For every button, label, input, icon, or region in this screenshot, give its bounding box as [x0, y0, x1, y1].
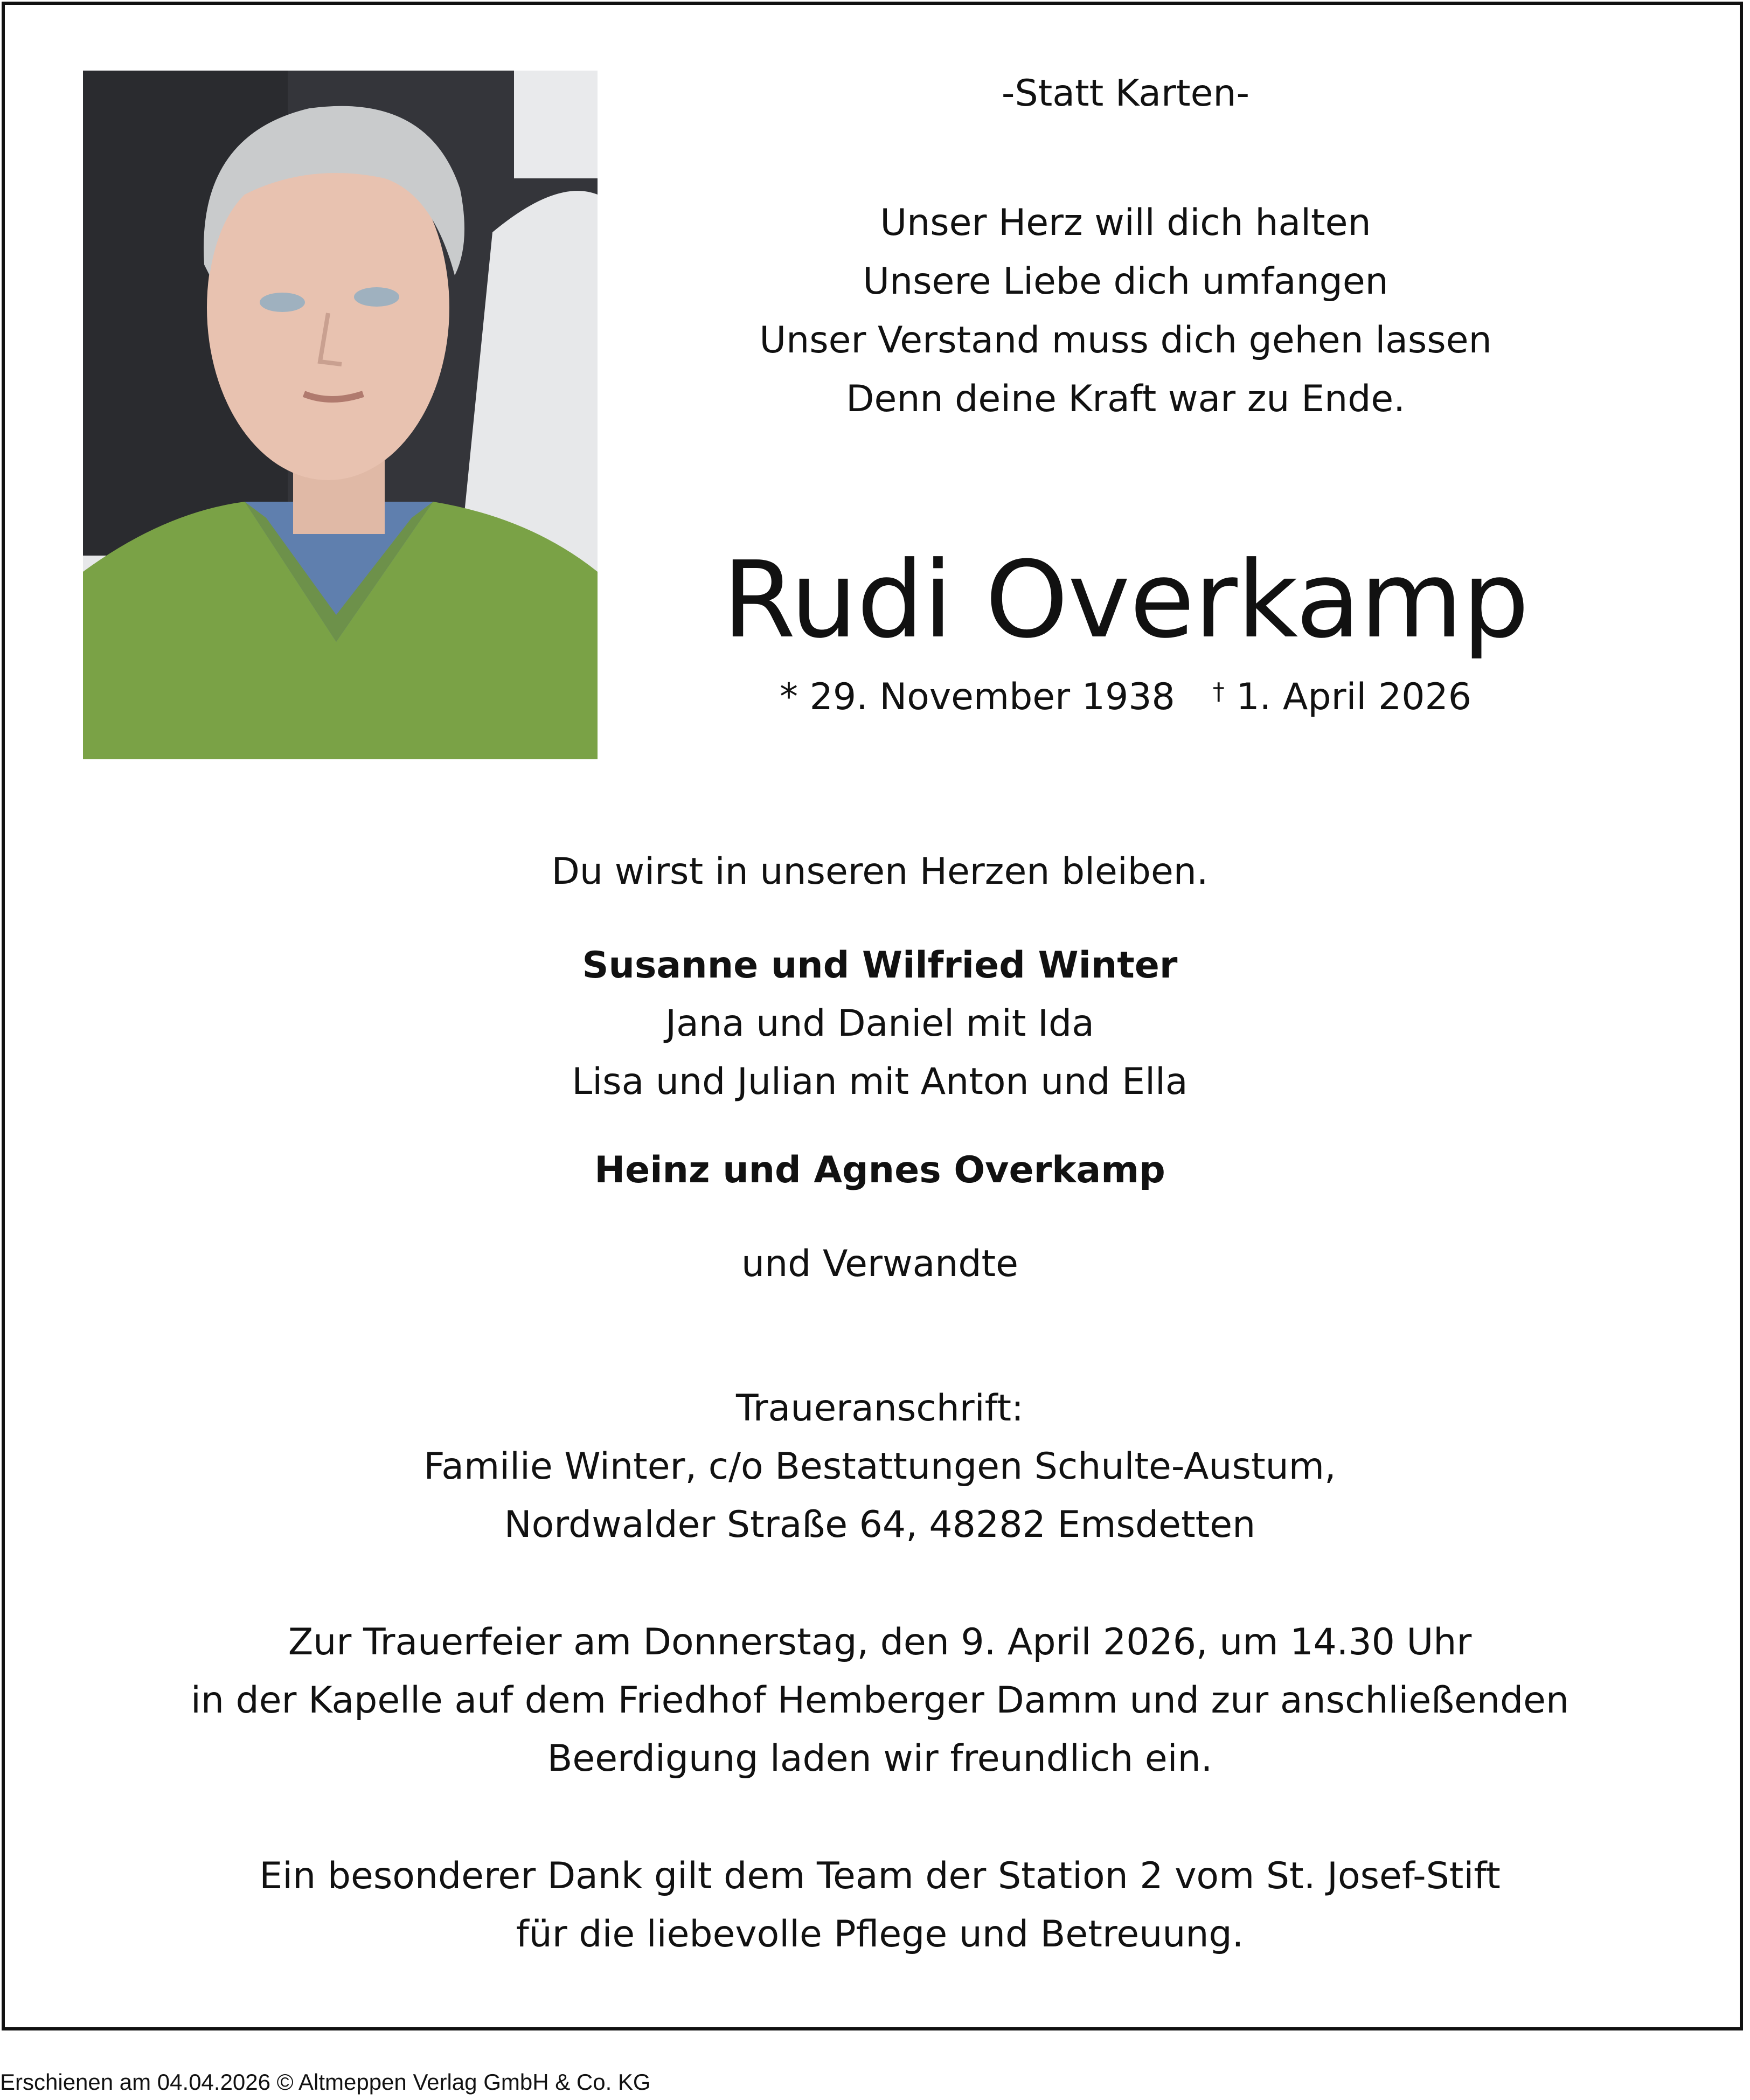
portrait-photo: [83, 71, 598, 759]
funeral-line: Beerdigung laden wir freundlich ein.: [547, 1737, 1213, 1780]
funeral-line: Zur Trauerfeier am Donnerstag, den 9. April 2026, um 14.30 Uhr: [288, 1621, 1472, 1664]
mourner-head-2: Heinz und Agnes Overkamp: [594, 1149, 1165, 1191]
cross-icon: †: [1212, 678, 1225, 705]
farewell-text: Du wirst in unseren Herzen bleiben.: [551, 850, 1209, 893]
poem-line: Denn deine Kraft war zu Ende.: [846, 378, 1405, 420]
poem-line: Unsere Liebe dich umfangen: [863, 260, 1388, 303]
obituary-notice: [2, 2, 1743, 2030]
funeral-line: in der Kapelle auf dem Friedhof Hemberger Damm und zur anschließenden: [190, 1679, 1570, 1722]
thanks-line: für die liebevolle Pflege und Betreuung.: [516, 1913, 1244, 1956]
deceased-name-block: [668, 538, 1584, 662]
relatives-text: und Verwandte: [741, 1243, 1019, 1285]
mourner-line: Lisa und Julian mit Anton und Ella: [572, 1061, 1188, 1103]
poem-line: Unser Verstand muss dich gehen lassen: [759, 319, 1492, 362]
mourner-head-1: Susanne und Wilfried Winter: [582, 944, 1178, 987]
address-line-2: Nordwalder Straße 64, 48282 Emsdetten: [504, 1503, 1256, 1546]
thanks-line: Ein besonderer Dank gilt dem Team der Station 2 vom St. Josef-Stift: [259, 1855, 1501, 1897]
statt-karten-header: [668, 70, 1584, 118]
memorial-poem: [668, 193, 1584, 428]
address-line-1: Familie Winter, c/o Bestattungen Schulte-Austum,: [423, 1445, 1336, 1488]
poem-line: Unser Herz will dich halten: [880, 202, 1371, 244]
publication-credit: Erschienen am 04.04.2026 © Altmeppen Verlag GmbH & Co. KG: [0, 2069, 651, 2095]
portrait-image: [83, 71, 598, 759]
birth-date: * 29. November 1938: [779, 676, 1175, 718]
life-dates: [668, 670, 1584, 729]
death-date: 1. April 2026: [1236, 676, 1471, 718]
mourner-line: Jana und Daniel mit Ida: [665, 1002, 1094, 1045]
address-label: Traueranschrift:: [736, 1387, 1024, 1430]
notice-body: [166, 843, 1593, 1964]
deceased-name: Rudi Overkamp: [722, 539, 1529, 662]
statt-karten-text: -Statt Karten-: [1001, 72, 1250, 115]
